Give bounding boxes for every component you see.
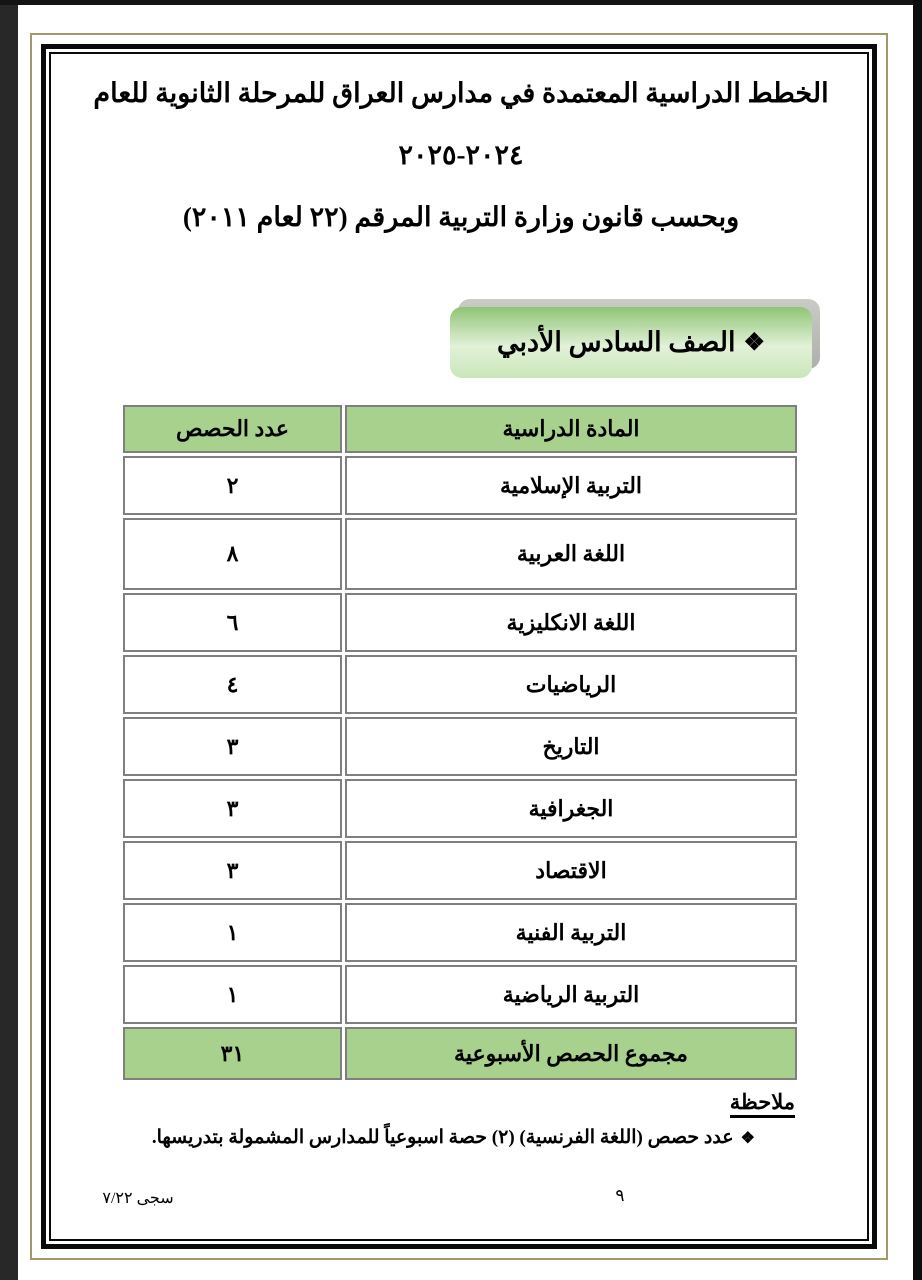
- page-number: ٩: [615, 1186, 625, 1205]
- subject-cell: التربية الإسلامية: [345, 456, 797, 515]
- title-line-2: ٢٠٢٤-٢٠٢٥: [398, 140, 524, 171]
- note-section: [120, 1091, 795, 1151]
- table-row: [123, 965, 797, 1024]
- table-total-section: [123, 1027, 797, 1080]
- table-row: [123, 655, 797, 714]
- subject-cell: اللغة العربية: [345, 518, 797, 590]
- subject-cell: اللغة الانكليزية: [345, 593, 797, 652]
- count-cell: ٨: [123, 518, 342, 590]
- total-label-cell: مجموع الحصص الأسبوعية: [345, 1027, 797, 1080]
- subject-cell: الجغرافية: [345, 779, 797, 838]
- table-row: [123, 841, 797, 900]
- table-row: [123, 593, 797, 652]
- table-header: [123, 405, 797, 453]
- table-header-row: [123, 405, 797, 453]
- table-row: [123, 779, 797, 838]
- total-count-cell: ٣١: [123, 1027, 342, 1080]
- count-cell: ٣: [123, 779, 342, 838]
- document-title: [61, 78, 861, 264]
- diamond-bullet-icon: ❖: [740, 1130, 755, 1148]
- count-cell: ٢: [123, 456, 342, 515]
- table-row: [123, 456, 797, 515]
- scan-edge-top: [0, 0, 922, 5]
- note-text-line: [120, 1126, 795, 1151]
- note-text: عدد حصص (اللغة الفرنسية) (٢) حصة اسبوعياً للمدارس المشمولة بتدريسها.: [151, 1127, 734, 1149]
- total-row: [123, 1027, 797, 1080]
- note-heading: ملاحظة: [730, 1091, 795, 1118]
- table-row: [123, 518, 797, 590]
- scan-edge-left: [0, 0, 18, 1280]
- count-cell: ٤: [123, 655, 342, 714]
- count-cell: ١: [123, 903, 342, 962]
- subject-cell: الاقتصاد: [345, 841, 797, 900]
- scan-edge-right: [913, 0, 922, 1280]
- title-line-3: وبحسب قانون وزارة التربية المرقم (٢٢ لعام ٢٠١١): [182, 202, 740, 233]
- table-body: [123, 456, 797, 1024]
- count-cell: ٣: [123, 717, 342, 776]
- count-column-header: عدد الحصص: [123, 405, 342, 453]
- section-banner-label: الصف السادس الأدبي: [496, 327, 736, 357]
- subject-cell: التربية الرياضية: [345, 965, 797, 1024]
- diamond-bullet-icon: ❖: [743, 330, 766, 356]
- subject-cell: التاريخ: [345, 717, 797, 776]
- count-cell: ٣: [123, 841, 342, 900]
- section-banner: [450, 307, 812, 378]
- footer-signature: سجى ٧/٢٢: [102, 1190, 174, 1207]
- subject-cell: الرياضيات: [345, 655, 797, 714]
- curriculum-table: [120, 402, 800, 1083]
- table-row: [123, 903, 797, 962]
- subject-column-header: المادة الدراسية: [345, 405, 797, 453]
- count-cell: ٦: [123, 593, 342, 652]
- count-cell: ١: [123, 965, 342, 1024]
- title-line-1: الخطط الدراسية المعتمدة في مدارس العراق للمرحلة الثانوية للعام: [93, 78, 829, 108]
- subject-cell: التربية الفنية: [345, 903, 797, 962]
- table-row: [123, 717, 797, 776]
